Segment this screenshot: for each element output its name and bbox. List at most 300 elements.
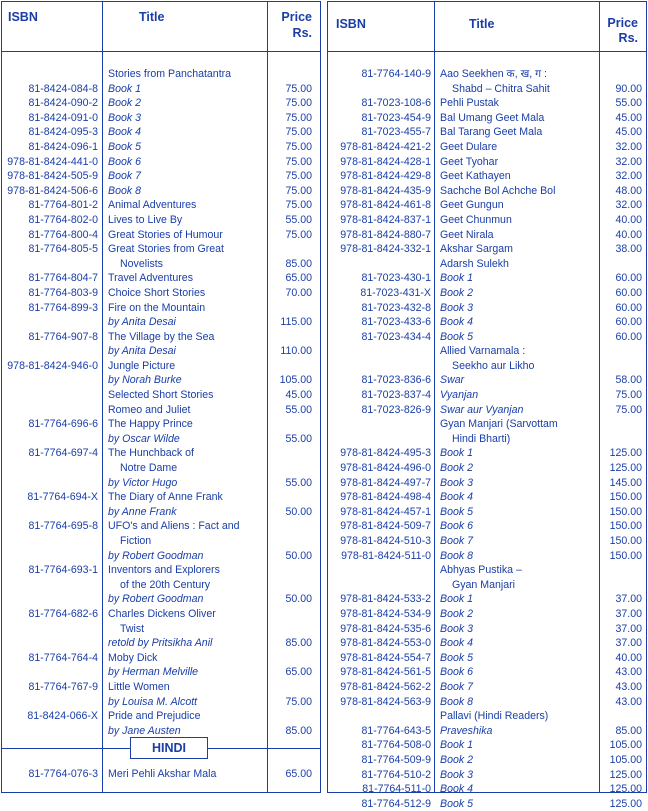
isbn-cell: 81-7764-764-4	[28, 651, 98, 664]
isbn-cell: 978-81-8424-435-9	[340, 184, 431, 197]
price-cell: 150.00	[609, 520, 642, 533]
isbn-cell: 81-7764-510-2	[361, 768, 431, 781]
table-row	[328, 228, 646, 243]
isbn-cell: 978-81-8424-511-0	[341, 549, 431, 562]
title-cell: Animal Adventures	[108, 199, 197, 212]
table-row	[2, 592, 320, 607]
price-cell: 58.00	[615, 374, 642, 387]
table-row	[328, 125, 646, 140]
table-row	[2, 446, 320, 461]
isbn-cell: 978-81-8424-562-2	[340, 680, 431, 693]
title-cell: UFO's and Aliens : Fact and	[108, 520, 240, 533]
table-row	[2, 578, 320, 593]
table-row	[328, 286, 646, 301]
isbn-cell: 81-7023-826-9	[361, 403, 431, 416]
title-cell: Book 6	[108, 155, 141, 168]
table-row	[328, 82, 646, 97]
price-header: Price	[607, 16, 638, 30]
isbn-cell: 81-7764-899-3	[28, 301, 98, 314]
table-row	[328, 155, 646, 170]
title-cell: Gyan Manjari (Sarvottam	[440, 418, 558, 431]
price-cell: 85.00	[285, 637, 312, 650]
price-cell: 85.00	[285, 257, 312, 270]
table-row	[2, 549, 320, 564]
table-row	[328, 315, 646, 330]
table-row	[328, 768, 646, 783]
isbn-cell: 978-81-8424-496-0	[340, 462, 431, 475]
price-cell: 65.00	[285, 272, 312, 285]
price-cell: 55.00	[285, 476, 312, 489]
title-cell: Swar	[440, 374, 465, 387]
price-cell: 125.00	[609, 447, 642, 460]
title-cell: Notre Dame	[120, 462, 178, 475]
title-cell: Book 3	[108, 111, 141, 124]
table-row	[328, 578, 646, 593]
table-row	[2, 534, 320, 549]
price-cell: 45.00	[615, 126, 642, 139]
title-cell: Travel Adventures	[108, 272, 193, 285]
table-row	[328, 490, 646, 505]
isbn-cell: 978-81-8424-429-8	[340, 170, 431, 183]
title-cell: Book 3	[440, 768, 473, 781]
title-cell: Stories from Panchatantra	[108, 68, 232, 80]
table-row	[2, 373, 320, 388]
isbn-cell: 81-7764-694-X	[27, 491, 98, 504]
isbn-cell: 81-7023-432-8	[361, 301, 431, 314]
table-row	[2, 665, 320, 680]
title-cell: by Louisa M. Alcott	[108, 695, 198, 708]
price-cell: 32.00	[615, 199, 642, 212]
table-row	[2, 67, 320, 82]
title-cell: Book 5	[440, 505, 473, 518]
table-row	[328, 753, 646, 768]
title-cell: Great Stories from Great	[108, 243, 224, 256]
title-cell: Book 4	[440, 316, 473, 329]
title-cell: Book 4	[440, 491, 473, 504]
title-cell: Great Stories of Humour	[108, 228, 223, 241]
title-cell: Allied Varnamala :	[440, 345, 526, 358]
title-cell: The Happy Prince	[108, 418, 193, 431]
table-row	[328, 622, 646, 637]
isbn-cell: 978-81-8424-497-7	[340, 476, 431, 489]
table-row	[2, 344, 320, 359]
table-row	[2, 213, 320, 228]
price-cell: 150.00	[609, 491, 642, 504]
isbn-cell: 81-7023-108-6	[361, 97, 431, 110]
price-cell: 150.00	[609, 505, 642, 518]
title-cell: by Oscar Wilde	[108, 432, 180, 445]
title-cell: Fiction	[120, 535, 152, 547]
table-row	[328, 417, 646, 432]
table-row	[2, 607, 320, 622]
isbn-cell: 81-7764-695-8	[28, 520, 98, 533]
table-row	[328, 257, 646, 272]
price-cell: 105.00	[609, 739, 642, 752]
price-cell: 70.00	[285, 286, 312, 299]
table-row	[328, 271, 646, 286]
title-cell: of the 20th Century	[120, 578, 211, 591]
title-cell: Jungle Picture	[108, 359, 176, 372]
price-cell: 60.00	[615, 286, 642, 299]
title-cell: Book 1	[440, 593, 473, 606]
title-cell: Hindi Bharti)	[452, 432, 511, 445]
title-cell: Selected Short Stories	[108, 389, 214, 402]
price-cell: 32.00	[615, 140, 642, 153]
price-cell: 75.00	[285, 695, 312, 708]
price-cell: 90.00	[615, 82, 642, 95]
table-row	[2, 403, 320, 418]
isbn-cell: 81-7764-682-6	[28, 607, 98, 620]
title-cell: Book 4	[440, 637, 473, 650]
price-cell: 50.00	[285, 593, 312, 606]
table-row	[328, 695, 646, 710]
title-cell: Moby Dick	[108, 651, 158, 664]
isbn-cell: 978-81-8424-332-1	[340, 243, 431, 256]
table-row	[328, 140, 646, 155]
title-cell: Book 2	[440, 753, 473, 766]
title-cell: Choice Short Stories	[108, 286, 206, 299]
price-cell: 75.00	[615, 389, 642, 402]
price-cell: 40.00	[615, 228, 642, 241]
title-cell: Pride and Prejudice	[108, 710, 201, 723]
title-cell: by Anita Desai	[108, 345, 176, 358]
table-row	[328, 651, 646, 666]
title-cell: by Herman Melville	[108, 666, 199, 679]
table-row	[2, 315, 320, 330]
price-cell: 37.00	[615, 637, 642, 650]
isbn-cell: 978-81-8424-441-0	[7, 155, 98, 168]
table-row	[2, 636, 320, 651]
price-unit-header: Rs.	[618, 31, 638, 45]
table-row	[328, 709, 646, 724]
price-cell: 37.00	[615, 622, 642, 635]
table-row	[2, 184, 320, 199]
title-cell: Geet Kathayen	[440, 170, 511, 183]
isbn-cell: 81-7023-433-6	[361, 316, 431, 329]
table-row	[328, 797, 646, 811]
table-row	[328, 213, 646, 228]
price-cell: 105.00	[609, 753, 642, 766]
price-cell: 38.00	[615, 243, 642, 256]
isbn-cell: 81-7023-455-7	[361, 126, 431, 139]
title-cell: Book 1	[440, 739, 473, 752]
isbn-cell: 81-8424-095-3	[28, 126, 98, 139]
title-cell: Book 5	[440, 330, 473, 343]
table-row	[328, 636, 646, 651]
title-cell: by Anita Desai	[108, 316, 176, 329]
title-cell: Vyanjan	[440, 389, 479, 402]
isbn-cell: 81-7764-511-0	[362, 783, 431, 796]
title-cell: Bal Tarang Geet Mala	[440, 126, 543, 139]
price-cell: 125.00	[609, 768, 642, 781]
isbn-cell: 978-81-8424-880-7	[340, 228, 431, 241]
isbn-cell: 81-7023-434-4	[361, 330, 431, 343]
table-row	[328, 563, 646, 578]
price-unit-header: Rs.	[292, 26, 312, 40]
table-row	[2, 359, 320, 374]
isbn-cell: 81-8424-090-2	[28, 97, 98, 110]
table-row	[328, 519, 646, 534]
isbn-cell: 978-81-8424-561-5	[340, 666, 431, 679]
table-row	[328, 403, 646, 418]
isbn-cell: 81-7764-803-9	[28, 286, 98, 299]
isbn-cell: 978-81-8424-498-4	[340, 491, 431, 504]
isbn-cell: 81-7023-837-4	[361, 389, 431, 402]
price-cell: 75.00	[285, 170, 312, 183]
left-rows	[2, 67, 320, 738]
isbn-cell: 978-81-8424-428-1	[340, 155, 431, 168]
price-cell: 32.00	[615, 155, 642, 168]
price-cell: 37.00	[615, 607, 642, 620]
price-cell: 60.00	[615, 301, 642, 314]
table-row	[328, 665, 646, 680]
title-cell: Praveshika	[440, 724, 493, 737]
isbn-header: ISBN	[8, 10, 38, 24]
title-cell: Book 2	[108, 97, 141, 110]
isbn-cell: 81-8424-084-8	[28, 82, 98, 95]
isbn-cell: 978-81-8424-533-2	[340, 593, 431, 606]
table-row	[328, 169, 646, 184]
table-row	[328, 373, 646, 388]
table-row	[2, 651, 320, 666]
table-row	[328, 344, 646, 359]
isbn-cell: 81-7764-801-2	[28, 199, 98, 212]
title-cell: Meri Pehli Akshar Mala	[108, 768, 217, 780]
isbn-cell: 81-7023-836-6	[361, 374, 431, 387]
table-row	[328, 446, 646, 461]
isbn-cell: 81-8424-066-X	[27, 710, 98, 723]
table-row	[2, 476, 320, 491]
price-cell: 150.00	[609, 549, 642, 562]
price-cell: 55.00	[285, 432, 312, 445]
table-row	[328, 505, 646, 520]
title-cell: Book 2	[440, 462, 473, 475]
isbn-cell: 81-7023-431-X	[360, 286, 431, 299]
title-cell: Pehli Pustak	[440, 97, 499, 110]
table-row	[2, 155, 320, 170]
price-cell: 50.00	[285, 505, 312, 518]
table-row	[2, 286, 320, 301]
title-cell: Swar aur Vyanjan	[440, 403, 524, 416]
table-row	[2, 257, 320, 272]
price-cell: 43.00	[615, 666, 642, 679]
title-cell: Adarsh Sulekh	[440, 257, 509, 270]
table-row	[328, 67, 646, 82]
table-row	[328, 359, 646, 374]
price-cell: 45.00	[285, 389, 312, 402]
table-row	[2, 417, 320, 432]
table-row	[2, 680, 320, 695]
isbn-cell: 978-81-8424-554-7	[340, 651, 431, 664]
table-row	[2, 271, 320, 286]
isbn-cell: 81-7764-907-8	[28, 330, 98, 343]
price-cell: 125.00	[609, 783, 642, 796]
title-cell: Book 7	[108, 170, 141, 183]
title-cell: Pallavi (Hindi Readers)	[440, 710, 549, 723]
isbn-cell: 81-8424-091-0	[28, 111, 98, 124]
table-row	[328, 724, 646, 739]
title-cell: Book 3	[440, 476, 473, 489]
isbn-cell: 81-8424-096-1	[28, 140, 98, 153]
table-row	[328, 388, 646, 403]
title-cell: Book 8	[440, 549, 473, 562]
table-row	[328, 301, 646, 316]
title-cell: Book 2	[440, 607, 473, 620]
table-row	[328, 111, 646, 126]
table-row	[2, 125, 320, 140]
table-row	[2, 330, 320, 345]
right-rows	[328, 67, 646, 811]
title-cell: Geet Nirala	[440, 228, 494, 241]
title-cell: Charles Dickens Oliver	[108, 607, 216, 620]
table-row	[328, 680, 646, 695]
title-cell: Akshar Sargam	[440, 243, 514, 256]
title-cell: Book 7	[440, 535, 473, 547]
isbn-cell: 81-7764-076-3	[28, 768, 98, 780]
table-row	[2, 388, 320, 403]
isbn-cell: 81-7764-512-9	[361, 797, 431, 810]
title-cell: by Anne Frank	[108, 505, 177, 518]
isbn-cell: 978-81-8424-506-6	[7, 184, 98, 197]
table-row	[2, 519, 320, 534]
price-cell: 75.00	[285, 126, 312, 139]
price-cell: 60.00	[615, 272, 642, 285]
price-cell: 75.00	[615, 403, 642, 416]
table-row	[2, 709, 320, 724]
title-cell: Fire on the Mountain	[108, 301, 206, 314]
price-cell: 85.00	[285, 724, 312, 737]
price-cell: 65.00	[285, 768, 312, 780]
title-cell: retold by Pritsikha Anil	[108, 637, 213, 650]
title-cell: Book 8	[440, 695, 473, 708]
table-row	[328, 607, 646, 622]
isbn-cell: 81-7764-696-6	[28, 418, 98, 431]
table-row	[2, 111, 320, 126]
title-cell: The Hunchback of	[108, 447, 194, 460]
title-cell: Book 5	[108, 140, 141, 153]
title-cell: Little Women	[108, 680, 170, 693]
isbn-cell: 81-7764-509-9	[361, 753, 431, 766]
title-cell: Aao Seekhen क, ख, ग :	[440, 68, 547, 80]
title-cell: Book 8	[108, 184, 141, 197]
table-row	[328, 476, 646, 491]
title-cell: Geet Tyohar	[440, 155, 499, 168]
table-row	[328, 549, 646, 564]
title-cell: Gyan Manjari	[452, 578, 515, 591]
table-row	[2, 490, 320, 505]
price-cell: 125.00	[609, 462, 642, 475]
title-cell: Book 7	[440, 680, 473, 693]
title-cell: Book 3	[440, 301, 473, 314]
table-row	[2, 96, 320, 111]
left-price-table	[1, 1, 321, 793]
isbn-cell: 978-81-8424-535-6	[340, 622, 431, 635]
title-cell: Geet Gungun	[440, 199, 504, 212]
title-cell: by Robert Goodman	[108, 593, 204, 606]
left-table-header	[2, 2, 320, 52]
price-cell: 43.00	[615, 695, 642, 708]
table-row	[2, 461, 320, 476]
table-row	[328, 592, 646, 607]
table-row	[2, 198, 320, 213]
isbn-cell: 978-81-8424-509-7	[340, 520, 431, 533]
table-row	[328, 184, 646, 199]
isbn-cell: 978-81-8424-457-1	[340, 505, 431, 518]
right-price-table	[327, 1, 647, 810]
isbn-cell: 81-7023-454-9	[361, 111, 431, 124]
isbn-cell: 978-81-8424-510-3	[340, 535, 431, 547]
table-row	[2, 242, 320, 257]
price-cell: 50.00	[285, 549, 312, 562]
title-cell: Book 5	[440, 651, 473, 664]
title-cell: by Jane Austen	[108, 724, 181, 737]
price-cell: 75.00	[285, 82, 312, 95]
isbn-cell: 978-81-8424-421-2	[340, 140, 431, 153]
table-row	[2, 622, 320, 637]
isbn-cell: 81-7764-140-9	[361, 68, 431, 80]
isbn-cell: 978-81-8424-553-0	[340, 637, 431, 650]
price-cell: 75.00	[285, 140, 312, 153]
isbn-cell: 81-7764-802-0	[28, 213, 98, 226]
table-row	[2, 82, 320, 97]
isbn-cell: 978-81-8424-946-0	[7, 359, 98, 372]
title-cell: Geet Dulare	[440, 140, 498, 153]
title-cell: Book 1	[440, 447, 473, 460]
isbn-cell: 978-81-8424-563-9	[340, 695, 431, 708]
price-cell: 40.00	[615, 213, 642, 226]
price-cell: 85.00	[615, 724, 642, 737]
table-row	[2, 767, 320, 782]
isbn-cell: 978-81-8424-461-8	[340, 199, 431, 212]
title-cell: Abhyas Pustika –	[440, 564, 522, 577]
table-row	[328, 198, 646, 213]
table-row	[2, 695, 320, 710]
table-row	[2, 432, 320, 447]
title-cell: Lives to Live By	[108, 213, 183, 226]
table-row	[328, 461, 646, 476]
price-cell: 75.00	[285, 111, 312, 124]
price-cell: 75.00	[285, 155, 312, 168]
title-cell: Inventors and Explorers	[108, 564, 220, 577]
price-cell: 37.00	[615, 593, 642, 606]
price-cell: 145.00	[609, 476, 642, 489]
isbn-cell: 81-7023-430-1	[361, 272, 431, 285]
price-header: Price	[281, 10, 312, 24]
price-cell: 110.00	[280, 345, 312, 358]
left-last-rows	[2, 767, 320, 782]
price-cell: 55.00	[285, 213, 312, 226]
title-cell: Seekho aur Likho	[452, 359, 535, 372]
table-row	[2, 563, 320, 578]
isbn-cell: 978-81-8424-505-9	[7, 170, 98, 183]
table-row	[328, 330, 646, 345]
price-cell: 43.00	[615, 680, 642, 693]
table-row	[328, 242, 646, 257]
title-cell: Book 4	[108, 126, 141, 139]
price-cell: 60.00	[615, 316, 642, 329]
price-cell: 75.00	[285, 97, 312, 110]
title-cell: Bal Umang Geet Mala	[440, 111, 545, 124]
title-cell: Book 1	[108, 82, 141, 95]
price-cell: 60.00	[615, 330, 642, 343]
table-row	[2, 505, 320, 520]
title-cell: The Village by the Sea	[108, 330, 215, 343]
table-row	[2, 301, 320, 316]
price-cell: 105.00	[279, 374, 312, 387]
price-cell: 75.00	[285, 184, 312, 197]
title-cell: Book 1	[440, 272, 473, 285]
title-cell: The Diary of Anne Frank	[108, 491, 223, 504]
